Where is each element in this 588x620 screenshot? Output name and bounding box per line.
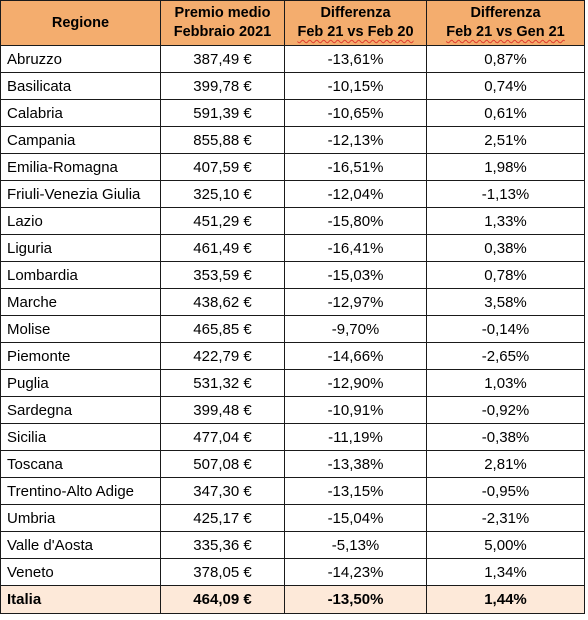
diff-mom-cell: 1,34% <box>427 559 585 586</box>
table-row <box>1 100 585 127</box>
premium-cell: 399,48 € <box>161 397 285 424</box>
premium-cell: 387,49 € <box>161 46 285 73</box>
table-body <box>1 46 585 614</box>
premium-cell: 422,79 € <box>161 343 285 370</box>
header-diff-yoy <box>285 1 427 46</box>
region-cell: Campania <box>1 127 161 154</box>
premium-cell: 531,32 € <box>161 370 285 397</box>
region-cell: Lazio <box>1 208 161 235</box>
region-cell: Sicilia <box>1 424 161 451</box>
table-row <box>1 397 585 424</box>
header-diff-mom-line1: Differenza <box>470 5 541 21</box>
table-row <box>1 154 585 181</box>
diff-yoy-cell: -12,04% <box>285 181 427 208</box>
region-cell: Marche <box>1 289 161 316</box>
diff-yoy-cell: -13,61% <box>285 46 427 73</box>
diff-yoy-cell: -13,38% <box>285 451 427 478</box>
premium-cell: 451,29 € <box>161 208 285 235</box>
table-row <box>1 316 585 343</box>
header-row <box>1 1 585 46</box>
header-diff-mom-line2: Feb 21 vs Gen 21 <box>446 24 565 40</box>
region-cell: Abruzzo <box>1 46 161 73</box>
premium-cell: 335,36 € <box>161 532 285 559</box>
premium-cell: 399,78 € <box>161 73 285 100</box>
region-cell: Piemonte <box>1 343 161 370</box>
total-diff-yoy: -13,50% <box>285 586 427 614</box>
total-diff-mom: 1,44% <box>427 586 585 614</box>
diff-yoy-cell: -12,13% <box>285 127 427 154</box>
table-row <box>1 127 585 154</box>
table-row <box>1 451 585 478</box>
diff-yoy-cell: -9,70% <box>285 316 427 343</box>
premium-cell: 855,88 € <box>161 127 285 154</box>
diff-mom-cell: -0,95% <box>427 478 585 505</box>
total-row <box>1 586 585 614</box>
premium-cell: 591,39 € <box>161 100 285 127</box>
diff-yoy-cell: -15,04% <box>285 505 427 532</box>
diff-mom-cell: 0,87% <box>427 46 585 73</box>
region-cell: Toscana <box>1 451 161 478</box>
premium-cell: 325,10 € <box>161 181 285 208</box>
premium-cell: 438,62 € <box>161 289 285 316</box>
premium-cell: 378,05 € <box>161 559 285 586</box>
diff-yoy-cell: -14,23% <box>285 559 427 586</box>
table-row <box>1 478 585 505</box>
premium-cell: 465,85 € <box>161 316 285 343</box>
premium-cell: 507,08 € <box>161 451 285 478</box>
diff-yoy-cell: -10,15% <box>285 73 427 100</box>
header-premium <box>161 1 285 46</box>
diff-mom-cell: -0,38% <box>427 424 585 451</box>
table-row <box>1 424 585 451</box>
total-region: Italia <box>1 586 161 614</box>
region-cell: Liguria <box>1 235 161 262</box>
diff-mom-cell: -0,92% <box>427 397 585 424</box>
diff-yoy-cell: -15,80% <box>285 208 427 235</box>
diff-yoy-cell: -15,03% <box>285 262 427 289</box>
table-row <box>1 235 585 262</box>
diff-mom-cell: -0,14% <box>427 316 585 343</box>
table-row <box>1 505 585 532</box>
table-row <box>1 532 585 559</box>
diff-yoy-cell: -10,65% <box>285 100 427 127</box>
table-header <box>1 1 585 46</box>
table-row <box>1 343 585 370</box>
diff-mom-cell: 0,61% <box>427 100 585 127</box>
diff-yoy-cell: -16,51% <box>285 154 427 181</box>
region-cell: Basilicata <box>1 73 161 100</box>
diff-mom-cell: 2,51% <box>427 127 585 154</box>
diff-mom-cell: 1,33% <box>427 208 585 235</box>
table-row <box>1 208 585 235</box>
diff-yoy-cell: -14,66% <box>285 343 427 370</box>
region-cell: Sardegna <box>1 397 161 424</box>
diff-mom-cell: -1,13% <box>427 181 585 208</box>
diff-mom-cell: -2,31% <box>427 505 585 532</box>
region-cell: Veneto <box>1 559 161 586</box>
region-cell: Friuli-Venezia Giulia <box>1 181 161 208</box>
table-row <box>1 73 585 100</box>
region-cell: Calabria <box>1 100 161 127</box>
region-cell: Umbria <box>1 505 161 532</box>
diff-yoy-cell: -10,91% <box>285 397 427 424</box>
diff-mom-cell: 5,00% <box>427 532 585 559</box>
table-row <box>1 559 585 586</box>
region-cell: Lombardia <box>1 262 161 289</box>
diff-yoy-cell: -16,41% <box>285 235 427 262</box>
region-cell: Emilia-Romagna <box>1 154 161 181</box>
region-cell: Valle d'Aosta <box>1 532 161 559</box>
header-diff-yoy-line1: Differenza <box>320 5 391 21</box>
premium-cell: 353,59 € <box>161 262 285 289</box>
total-premium: 464,09 € <box>161 586 285 614</box>
diff-mom-cell: 2,81% <box>427 451 585 478</box>
premium-cell: 477,04 € <box>161 424 285 451</box>
table-row <box>1 46 585 73</box>
premium-cell: 347,30 € <box>161 478 285 505</box>
diff-yoy-cell: -12,97% <box>285 289 427 316</box>
region-cell: Trentino-Alto Adige <box>1 478 161 505</box>
diff-mom-cell: 3,58% <box>427 289 585 316</box>
table-row <box>1 262 585 289</box>
diff-mom-cell: 0,38% <box>427 235 585 262</box>
header-region: Regione <box>1 1 161 46</box>
diff-mom-cell: 0,74% <box>427 73 585 100</box>
diff-yoy-cell: -12,90% <box>285 370 427 397</box>
header-premium-line1: Premio medio <box>174 5 271 21</box>
header-premium-line2: Febbraio 2021 <box>173 24 272 40</box>
header-diff-yoy-line2: Feb 21 vs Feb 20 <box>297 24 414 40</box>
diff-mom-cell: 1,98% <box>427 154 585 181</box>
premium-cell: 425,17 € <box>161 505 285 532</box>
diff-yoy-cell: -13,15% <box>285 478 427 505</box>
diff-yoy-cell: -11,19% <box>285 424 427 451</box>
table-row <box>1 370 585 397</box>
diff-mom-cell: -2,65% <box>427 343 585 370</box>
diff-mom-cell: 1,03% <box>427 370 585 397</box>
region-cell: Molise <box>1 316 161 343</box>
region-cell: Puglia <box>1 370 161 397</box>
premium-cell: 407,59 € <box>161 154 285 181</box>
table-row <box>1 289 585 316</box>
premium-cell: 461,49 € <box>161 235 285 262</box>
table-row <box>1 181 585 208</box>
diff-mom-cell: 0,78% <box>427 262 585 289</box>
diff-yoy-cell: -5,13% <box>285 532 427 559</box>
header-diff-mom <box>427 1 585 46</box>
